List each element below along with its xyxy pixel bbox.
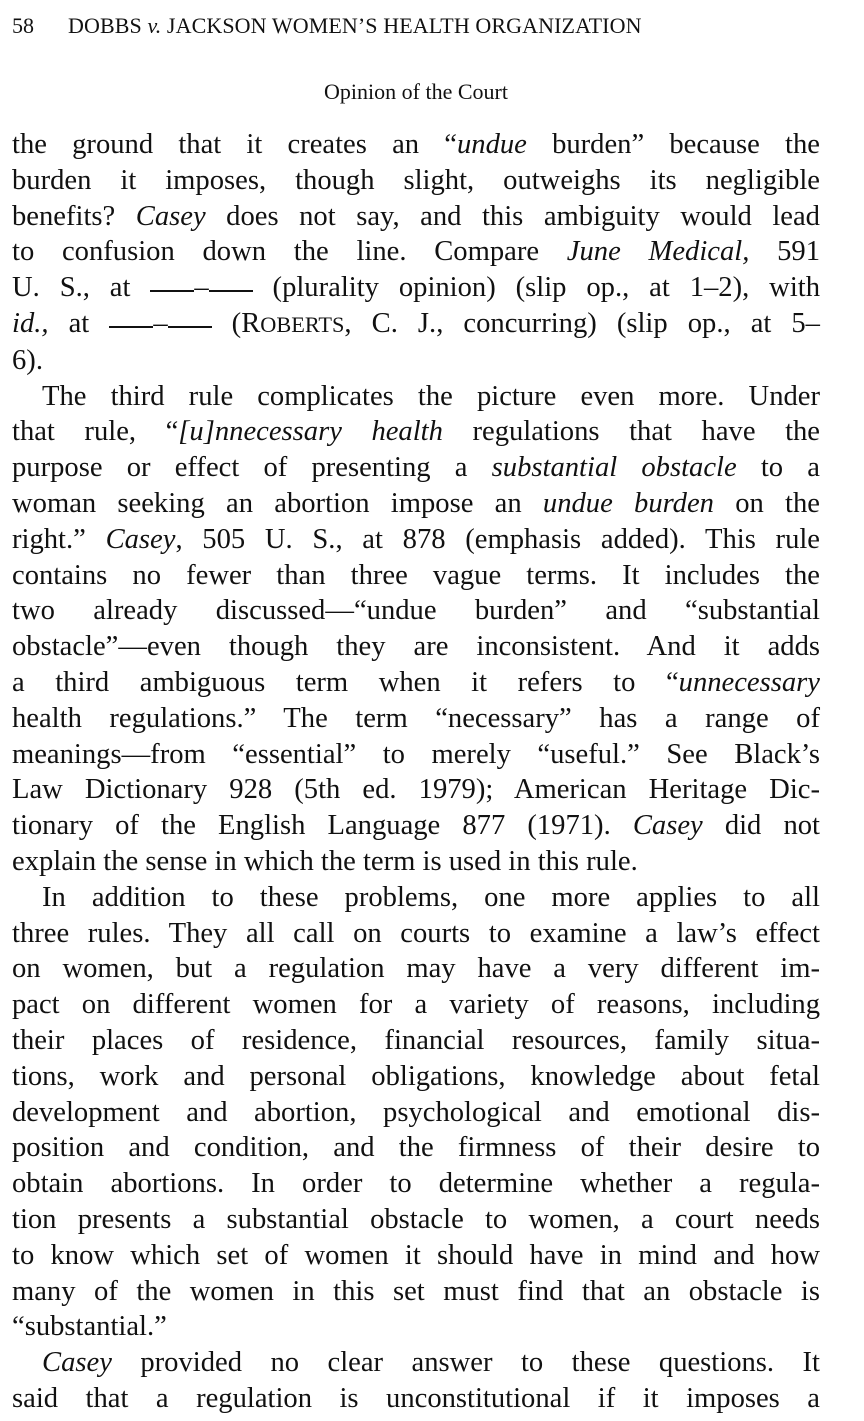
case-title-party-2: JACKSON WOMEN’S HEALTH ORGANIZATION xyxy=(166,13,642,38)
running-head xyxy=(12,12,820,40)
text-run: burden” because the xyxy=(526,129,820,160)
italic-run: unnecessary xyxy=(678,666,820,698)
text-line: obtain abortions. In order to determine whether a regula- xyxy=(12,1168,820,1200)
text-line: “substantial.” xyxy=(12,1311,167,1343)
text-run: benefits? xyxy=(12,200,136,232)
text-line xyxy=(12,199,820,235)
text-run: provided no clear answer to these questions. It xyxy=(111,1347,820,1379)
text-run: , 505 U. S., at 878 (emphasis added). This rule xyxy=(175,523,820,555)
text-line: health regulations.” The term “necessary” has a range of xyxy=(12,702,820,734)
italic-run: id., xyxy=(12,307,49,339)
text-line: The third rule complicates the picture even more. Under xyxy=(42,380,820,412)
text-line: contains no fewer than three vague terms. It includes the xyxy=(12,559,820,591)
small-caps-run: OBERTS xyxy=(260,311,345,337)
text-run: right.” xyxy=(12,523,106,555)
text-line: three rules. They all call on courts to examine a law’s effect xyxy=(12,917,820,949)
text-run: that rule, “ xyxy=(12,416,179,448)
opinion-text xyxy=(12,127,820,1417)
blank-line xyxy=(150,289,194,292)
text-line: tion presents a substantial obstacle to women, a court needs xyxy=(12,1203,820,1235)
italic-run: undue burden xyxy=(542,487,714,519)
text-line: their places of residence, financial resources, family situa- xyxy=(12,1024,820,1056)
italic-run: undue xyxy=(456,129,527,160)
text-line: two already discussed—“undue burden” and “substantial xyxy=(12,595,820,627)
text-line xyxy=(12,1345,820,1381)
italic-run: Casey xyxy=(105,523,176,555)
text-line xyxy=(12,306,820,343)
text-run: to a xyxy=(736,452,820,484)
text-run: , C. J., concurring) (slip op., at 5– xyxy=(344,307,820,339)
paragraph-2 xyxy=(12,379,820,880)
text-line xyxy=(12,522,820,558)
text-line xyxy=(12,486,820,522)
text-line xyxy=(12,270,820,306)
blank-line xyxy=(168,325,212,328)
paragraph-3 xyxy=(12,880,820,1345)
paragraph-1 xyxy=(12,127,820,379)
text-line xyxy=(12,808,820,844)
section-label: Opinion of the Court xyxy=(324,79,508,104)
text-run: on the xyxy=(713,487,820,519)
text-run: U. S., at xyxy=(12,272,151,304)
text-run: at xyxy=(48,307,110,339)
text-run: woman seeking an abortion impose an xyxy=(12,487,543,519)
text-line: burden it imposes, though slight, outweighs its negligible xyxy=(12,164,820,196)
text-run: to confusion down the line. Compare xyxy=(12,236,567,268)
text-run: the ground that it creates an “ xyxy=(12,129,457,160)
text-line: obstacle”—even though they are inconsistent. And it adds xyxy=(12,631,820,663)
text-line: on women, but a regulation may have a very different im- xyxy=(12,953,820,985)
text-line xyxy=(12,234,820,270)
text-line: to know which set of women it should have in mind and how xyxy=(12,1239,820,1271)
text-line: explain the sense in which the term is used in this rule. xyxy=(12,845,638,877)
text-run: purpose or effect of presenting a xyxy=(12,452,492,484)
text-run: – xyxy=(194,272,209,304)
text-line xyxy=(12,414,820,450)
text-line: 6). xyxy=(12,344,43,376)
text-run: – xyxy=(153,307,168,339)
text-line: Law Dictionary 928 (5th ed. 1979); American Heritage Dic- xyxy=(12,774,820,806)
text-run: regulations that have the xyxy=(442,416,820,448)
text-run: a third ambiguous term when it refers to “ xyxy=(12,666,679,698)
text-line: development and abortion, psychological and emotional dis- xyxy=(12,1096,820,1128)
blank-line xyxy=(109,325,153,328)
text-run: (R xyxy=(211,307,261,339)
case-title-versus: v. xyxy=(147,13,162,38)
text-run: did not xyxy=(702,810,820,842)
paragraph-4 xyxy=(12,1345,820,1417)
text-line xyxy=(12,450,820,486)
text-line: In addition to these problems, one more applies to all xyxy=(42,881,820,913)
text-line xyxy=(12,127,820,163)
italic-run: Casey xyxy=(42,1347,112,1379)
text-run: tionary of the English Language 877 (1971). xyxy=(12,810,633,842)
italic-run: June Medical, xyxy=(566,236,750,268)
text-run: (plurality opinion) (slip op., at 1–2), with xyxy=(252,272,821,304)
text-line: tions, work and personal obligations, knowledge about fetal xyxy=(12,1060,820,1092)
text-run: 591 xyxy=(749,236,820,268)
text-line: pact on different women for a variety of reasons, including xyxy=(12,989,820,1021)
case-title-party-1: DOBBS xyxy=(68,13,142,38)
text-run: does not say, and this ambiguity would lead xyxy=(205,200,820,232)
italic-run: [u]nnecessary health xyxy=(178,416,443,448)
italic-run: substantial obstacle xyxy=(491,452,737,484)
italic-run: Casey xyxy=(135,200,206,232)
case-title xyxy=(68,12,642,40)
text-line: position and condition, and the firmness of their desire to xyxy=(12,1132,820,1164)
text-line: many of the women in this set must find that an obstacle is xyxy=(12,1275,820,1307)
text-line: meanings—from “essential” to merely “useful.” See Black’s xyxy=(12,738,820,770)
page-number: 58 xyxy=(12,13,34,38)
text-line xyxy=(12,665,820,701)
text-line: said that a regulation is unconstitutional if it imposes a xyxy=(12,1382,820,1414)
italic-run: Casey xyxy=(632,810,703,842)
blank-line xyxy=(209,289,253,292)
